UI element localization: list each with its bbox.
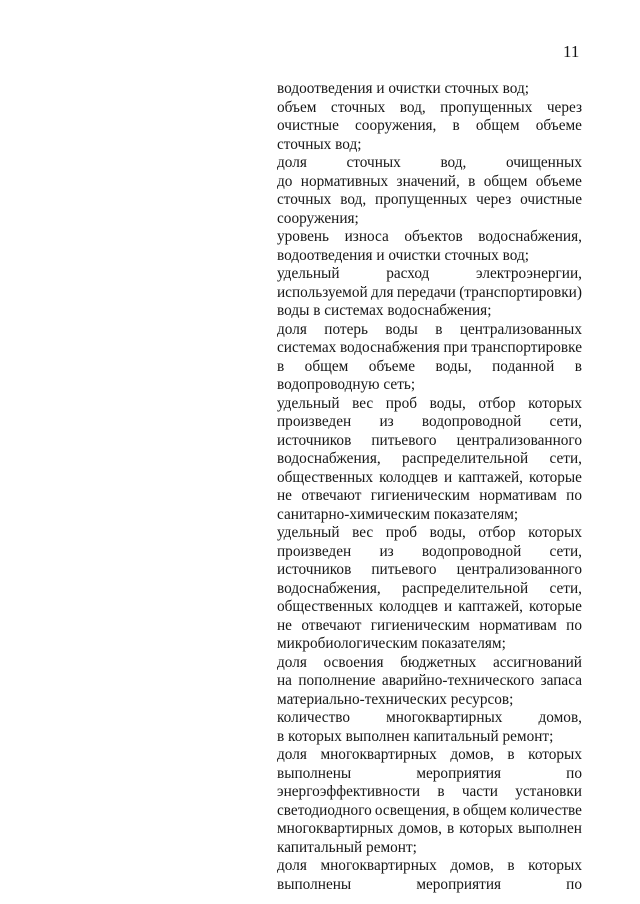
word: (транспортировки)	[459, 283, 582, 301]
word: общем	[483, 172, 528, 190]
text-line: капитальный ремонт;	[277, 838, 417, 856]
text-line	[277, 173, 582, 192]
word: произведен	[277, 413, 352, 430]
word: вес	[352, 394, 374, 412]
word: отвечают	[301, 487, 362, 504]
word: вес	[352, 524, 374, 541]
word: износа	[344, 228, 389, 245]
word: общественных	[277, 468, 374, 486]
word: транспортировке	[471, 339, 582, 356]
word: сооружения,	[355, 117, 437, 134]
word: бюджетных	[400, 653, 477, 671]
word: нормативам	[479, 487, 557, 504]
word: водопроводной	[421, 542, 522, 560]
word: централизованного	[456, 431, 582, 449]
word: пополнение	[298, 672, 376, 689]
word: распределительной	[402, 450, 529, 467]
word: сети,	[549, 542, 582, 560]
text-line	[277, 561, 582, 580]
word: отвечают	[301, 616, 362, 634]
text-line	[277, 154, 582, 173]
word: источников	[277, 431, 352, 449]
word: расход	[386, 265, 430, 282]
text-line	[277, 617, 582, 636]
word: воды,	[429, 524, 466, 541]
word: пропущенных	[375, 191, 468, 208]
word: в	[468, 172, 476, 190]
word: доля	[277, 653, 307, 671]
word: отбор	[478, 524, 516, 541]
word: светодиодного	[277, 801, 372, 819]
word: питьевого	[371, 561, 437, 578]
word: выполнен	[518, 820, 582, 837]
word: водоснабжения,	[478, 228, 582, 245]
word: по	[566, 764, 582, 782]
text-line	[277, 876, 582, 895]
text-line: микробиологическим показателям;	[277, 635, 506, 652]
text-line	[277, 228, 582, 247]
word: объеме	[368, 357, 416, 375]
word: удельный	[277, 265, 340, 282]
word: мероприятия	[416, 875, 502, 893]
text-line	[277, 746, 582, 765]
word: по	[566, 875, 582, 893]
text-line	[277, 654, 582, 673]
word: объем	[277, 98, 317, 116]
word: которых	[528, 524, 582, 541]
word: запаса	[540, 672, 582, 689]
page-number: 11	[563, 42, 580, 61]
text-line	[277, 99, 582, 118]
word: и	[444, 598, 453, 615]
text-line	[277, 857, 582, 876]
word: источников	[277, 561, 352, 578]
word: гигиеническим	[370, 487, 470, 504]
text-line	[277, 820, 582, 839]
word: которых	[528, 394, 582, 412]
word: из	[379, 413, 394, 430]
word: сточных	[277, 191, 332, 208]
word: освещения,	[374, 801, 450, 819]
word: в	[452, 801, 460, 819]
word: объектов	[404, 228, 463, 245]
word: на	[277, 672, 292, 689]
word: электроэнергии,	[476, 265, 582, 282]
text-line	[277, 284, 582, 303]
word: установки	[515, 783, 582, 800]
word: очистные	[520, 191, 582, 208]
word: общем	[304, 357, 349, 375]
text-line: в которых выполнен капитальный ремонт;	[277, 727, 554, 745]
word: домов,	[450, 857, 494, 874]
word: которые	[529, 598, 582, 615]
word: уровень	[277, 228, 330, 245]
word: централизованных	[459, 320, 582, 338]
word: которых	[459, 820, 513, 837]
body-text	[277, 80, 582, 894]
word: отбор	[478, 394, 516, 412]
word: по	[566, 616, 582, 634]
word: части	[461, 783, 498, 800]
word: мероприятия	[416, 764, 502, 782]
word: доля	[277, 154, 307, 171]
word: энергоэффективности	[277, 783, 421, 800]
word: потерь	[324, 320, 369, 338]
text-line	[277, 580, 582, 599]
word: которые	[529, 468, 582, 486]
word: сети,	[549, 450, 582, 467]
word: многоквартирных	[277, 820, 394, 837]
word: доля	[277, 746, 307, 763]
word: водоснабжения,	[277, 450, 381, 467]
word: вод,	[440, 154, 467, 171]
word: и	[444, 468, 453, 486]
text-line	[277, 395, 582, 414]
text-line	[277, 672, 582, 691]
text-line	[277, 598, 582, 617]
word: питьевого	[371, 431, 437, 449]
word: доля	[277, 857, 307, 874]
text-line	[277, 783, 582, 802]
text-line: материально-технических ресурсов;	[277, 690, 514, 708]
word: домов,	[398, 820, 442, 837]
word: многоквартирных	[320, 857, 437, 874]
word: сети,	[549, 579, 582, 597]
word: освоения	[323, 653, 384, 671]
word: выполнены	[277, 875, 352, 893]
text-line	[277, 321, 582, 340]
word: для	[371, 283, 394, 301]
word: многоквартирных	[386, 709, 503, 726]
text-line	[277, 450, 582, 469]
word: воды,	[429, 394, 466, 412]
word: воды,	[435, 357, 472, 375]
text-line	[277, 413, 582, 432]
word: вод,	[399, 98, 426, 116]
word: в	[574, 357, 582, 375]
text-line	[277, 765, 582, 784]
word: доля	[277, 320, 307, 338]
word: объеме	[535, 117, 582, 134]
word: через	[546, 98, 582, 116]
text-line: санитарно-химическим показателям;	[277, 505, 519, 523]
text-line	[277, 117, 582, 136]
word: не	[277, 616, 292, 634]
word: сети,	[549, 413, 582, 430]
word: колодцев	[379, 598, 439, 615]
text-line: сооружения;	[277, 209, 359, 227]
word: в	[446, 820, 455, 837]
word: в	[435, 320, 443, 338]
text-line	[277, 358, 582, 377]
text-line	[277, 339, 582, 358]
word: количество	[277, 709, 351, 726]
word: домов,	[538, 709, 582, 726]
word: через	[476, 191, 512, 208]
word: воды	[385, 320, 418, 338]
word: общем	[475, 117, 520, 134]
word: проб	[385, 394, 418, 412]
word: гигиеническим	[370, 616, 470, 634]
word: каптажей,	[458, 468, 524, 486]
word: общественных	[277, 598, 374, 615]
text-line	[277, 191, 582, 210]
word: водоснабжения	[339, 339, 440, 356]
word: в	[437, 783, 445, 800]
text-line	[277, 469, 582, 488]
word: водопроводной	[421, 413, 522, 430]
word: произведен	[277, 542, 352, 560]
word: аварийно-технического	[381, 672, 535, 689]
text-line: водопроводную сеть;	[277, 376, 416, 393]
word: водоснабжения,	[277, 579, 381, 597]
word: централизованного	[456, 561, 582, 578]
word: в	[507, 857, 515, 874]
word: пропущенных	[440, 98, 533, 116]
word: многоквартирных	[320, 746, 437, 763]
word: общем	[462, 801, 507, 819]
text-line	[277, 265, 582, 284]
word: колодцев	[379, 468, 439, 486]
text-line	[277, 709, 582, 728]
word: используемой	[277, 283, 368, 301]
word: системах	[277, 339, 337, 356]
word: сточных	[346, 154, 401, 171]
text-line	[277, 543, 582, 562]
word: очистные	[277, 117, 339, 134]
text-line: воды в системах водоснабжения;	[277, 302, 492, 319]
word: передачи	[396, 283, 456, 301]
text-line	[277, 524, 582, 543]
word: поданной	[492, 357, 555, 375]
word: не	[277, 487, 292, 504]
word: сточных	[330, 98, 386, 116]
word: объеме	[535, 172, 582, 190]
word: в	[507, 746, 515, 763]
word: нормативных	[300, 172, 389, 190]
text-line: водоотведения и очистки сточных вод;	[277, 246, 529, 264]
text-line	[277, 487, 582, 506]
word: ассигнований	[492, 653, 582, 671]
word: проб	[385, 524, 418, 541]
word: которых	[528, 746, 582, 763]
word: выполнены	[277, 764, 352, 782]
word: в	[452, 117, 460, 134]
text-line: водоотведения и очистки сточных вод;	[277, 80, 529, 97]
text-line: сточных вод;	[277, 135, 362, 153]
text-line	[277, 432, 582, 451]
word: удельный	[277, 394, 340, 412]
word: очищенных	[505, 154, 582, 171]
word: в	[277, 357, 285, 375]
word: значений,	[396, 172, 460, 190]
word: по	[566, 487, 582, 504]
word: распределительной	[402, 579, 529, 597]
word: вод,	[340, 191, 367, 208]
word: которых	[528, 857, 582, 874]
word: нормативам	[479, 616, 557, 634]
word: удельный	[277, 524, 340, 541]
word: каптажей,	[458, 598, 524, 615]
word: до	[277, 172, 293, 190]
word: количестве	[509, 801, 582, 819]
word: из	[379, 542, 394, 560]
text-line	[277, 802, 582, 821]
word: домов,	[450, 746, 494, 763]
word: при	[443, 339, 468, 356]
